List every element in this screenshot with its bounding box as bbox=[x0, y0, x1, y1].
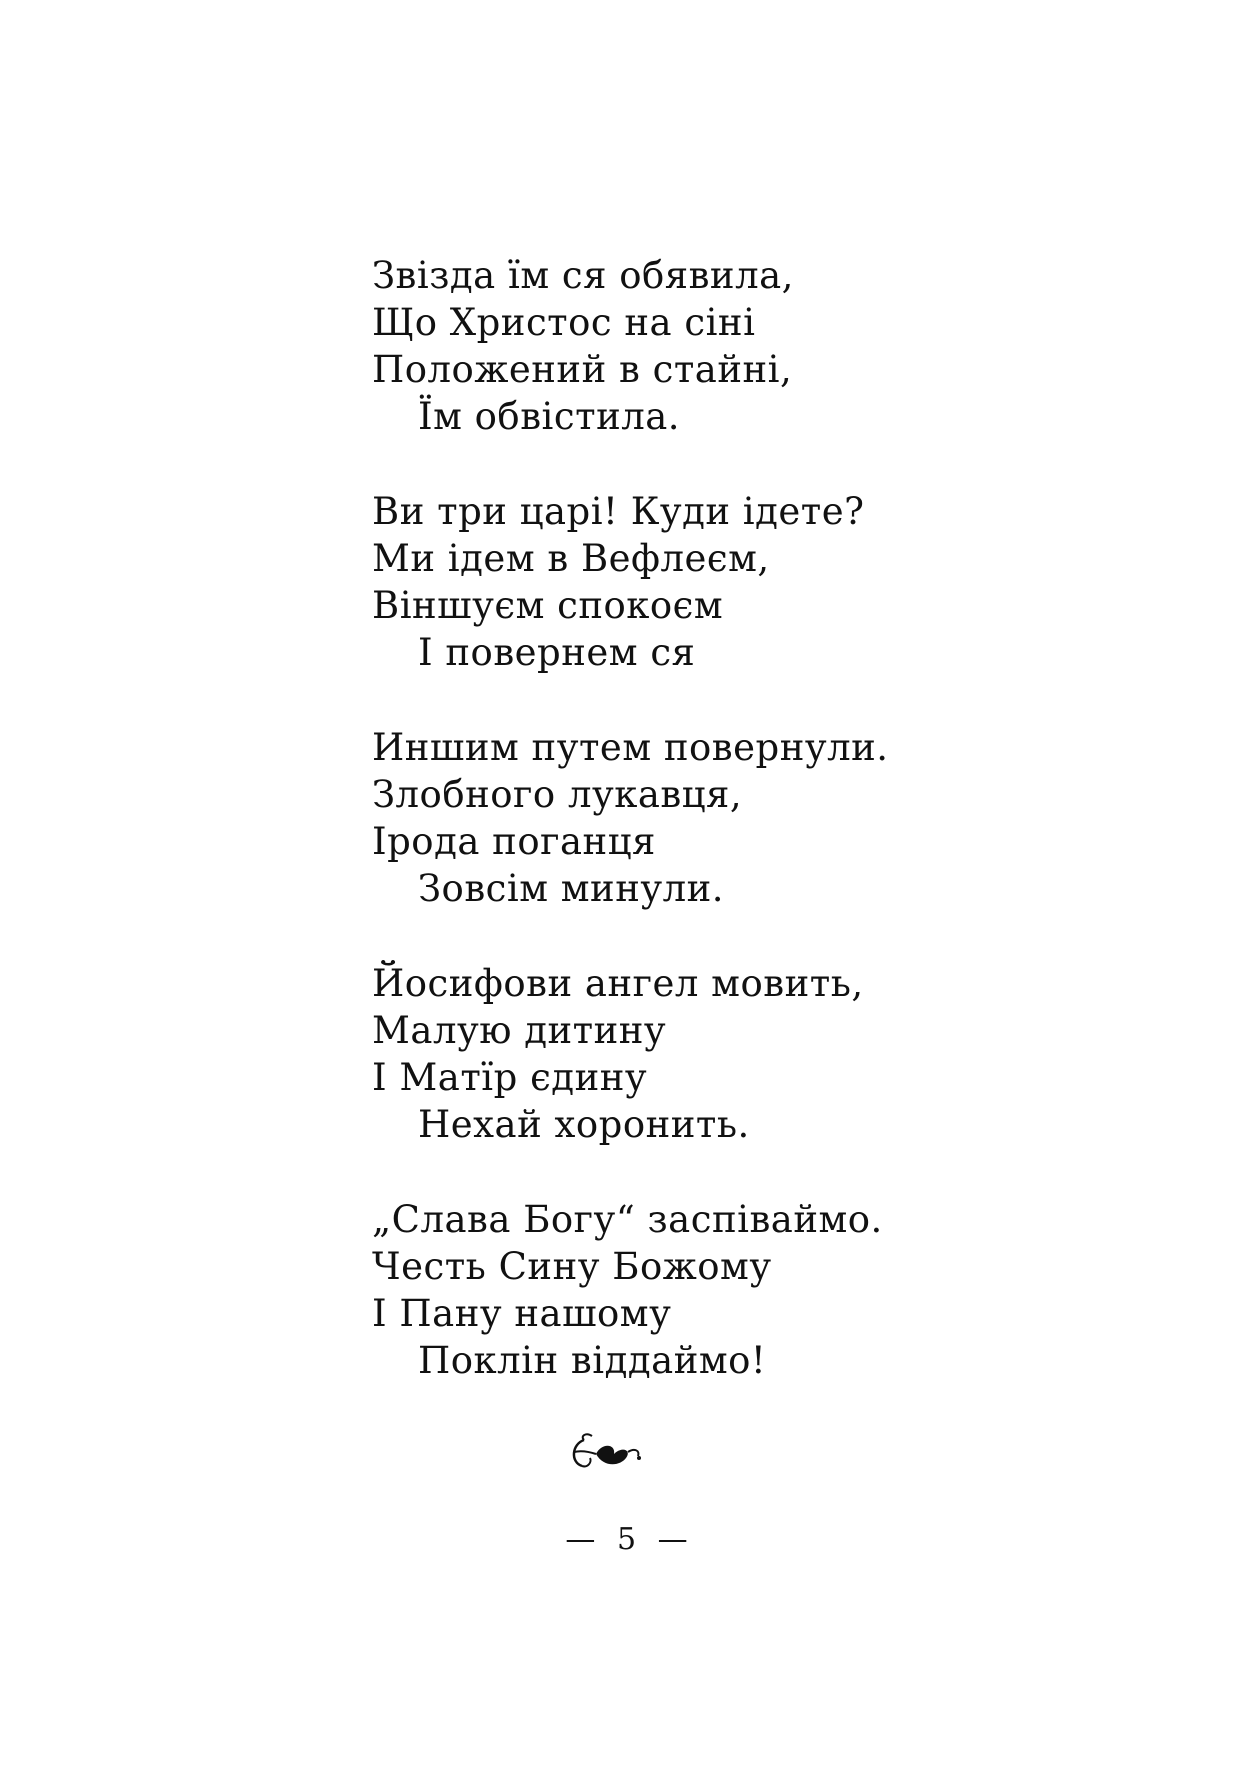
poem-line: Що Христос на сіні bbox=[372, 301, 756, 344]
poem-line-indented: І повернем ся bbox=[418, 631, 696, 674]
page-number: — 5 — bbox=[565, 1522, 694, 1557]
poem-line-indented: Їм обвістила. bbox=[418, 395, 681, 438]
poem-line: Ірода поганця bbox=[372, 820, 656, 863]
stanza-1 bbox=[372, 252, 932, 440]
poem-line: Злобного лукавця, bbox=[372, 773, 743, 816]
poem-line-indented: Нехай хоронить. bbox=[418, 1103, 750, 1146]
poem-line: Честь Сину Божому bbox=[372, 1245, 772, 1288]
poem-line: Положений в стайні, bbox=[372, 348, 793, 391]
poem-line: Малую дитину bbox=[372, 1009, 667, 1052]
poem-line: І Матїр єдину bbox=[372, 1056, 648, 1099]
stanza-2 bbox=[372, 488, 932, 676]
poem-line: І Пану нашому bbox=[372, 1292, 672, 1335]
poem bbox=[372, 252, 932, 1432]
poem-line-indented: Зовсім минули. bbox=[418, 867, 725, 910]
poem-line: Ми ідем в Вефлеєм, bbox=[372, 537, 770, 580]
poem-line: Віншуєм спокоєм bbox=[372, 584, 724, 627]
poem-line: „Слава Богу“ заспіваймо. bbox=[372, 1198, 883, 1241]
fleuron-ornament-icon bbox=[562, 1428, 652, 1478]
stanza-5 bbox=[372, 1196, 932, 1384]
stanza-3 bbox=[372, 724, 932, 912]
poem-line: Йосифови ангел мовить, bbox=[372, 962, 864, 1005]
poem-line: Ви три царі! Куди ідете? bbox=[372, 490, 865, 533]
poem-line-indented: Поклін віддаймо! bbox=[418, 1339, 767, 1382]
poem-line: Звізда їм ся обявила, bbox=[372, 254, 794, 297]
poem-line: Иншим путем повернули. bbox=[372, 726, 889, 769]
stanza-4 bbox=[372, 960, 932, 1148]
